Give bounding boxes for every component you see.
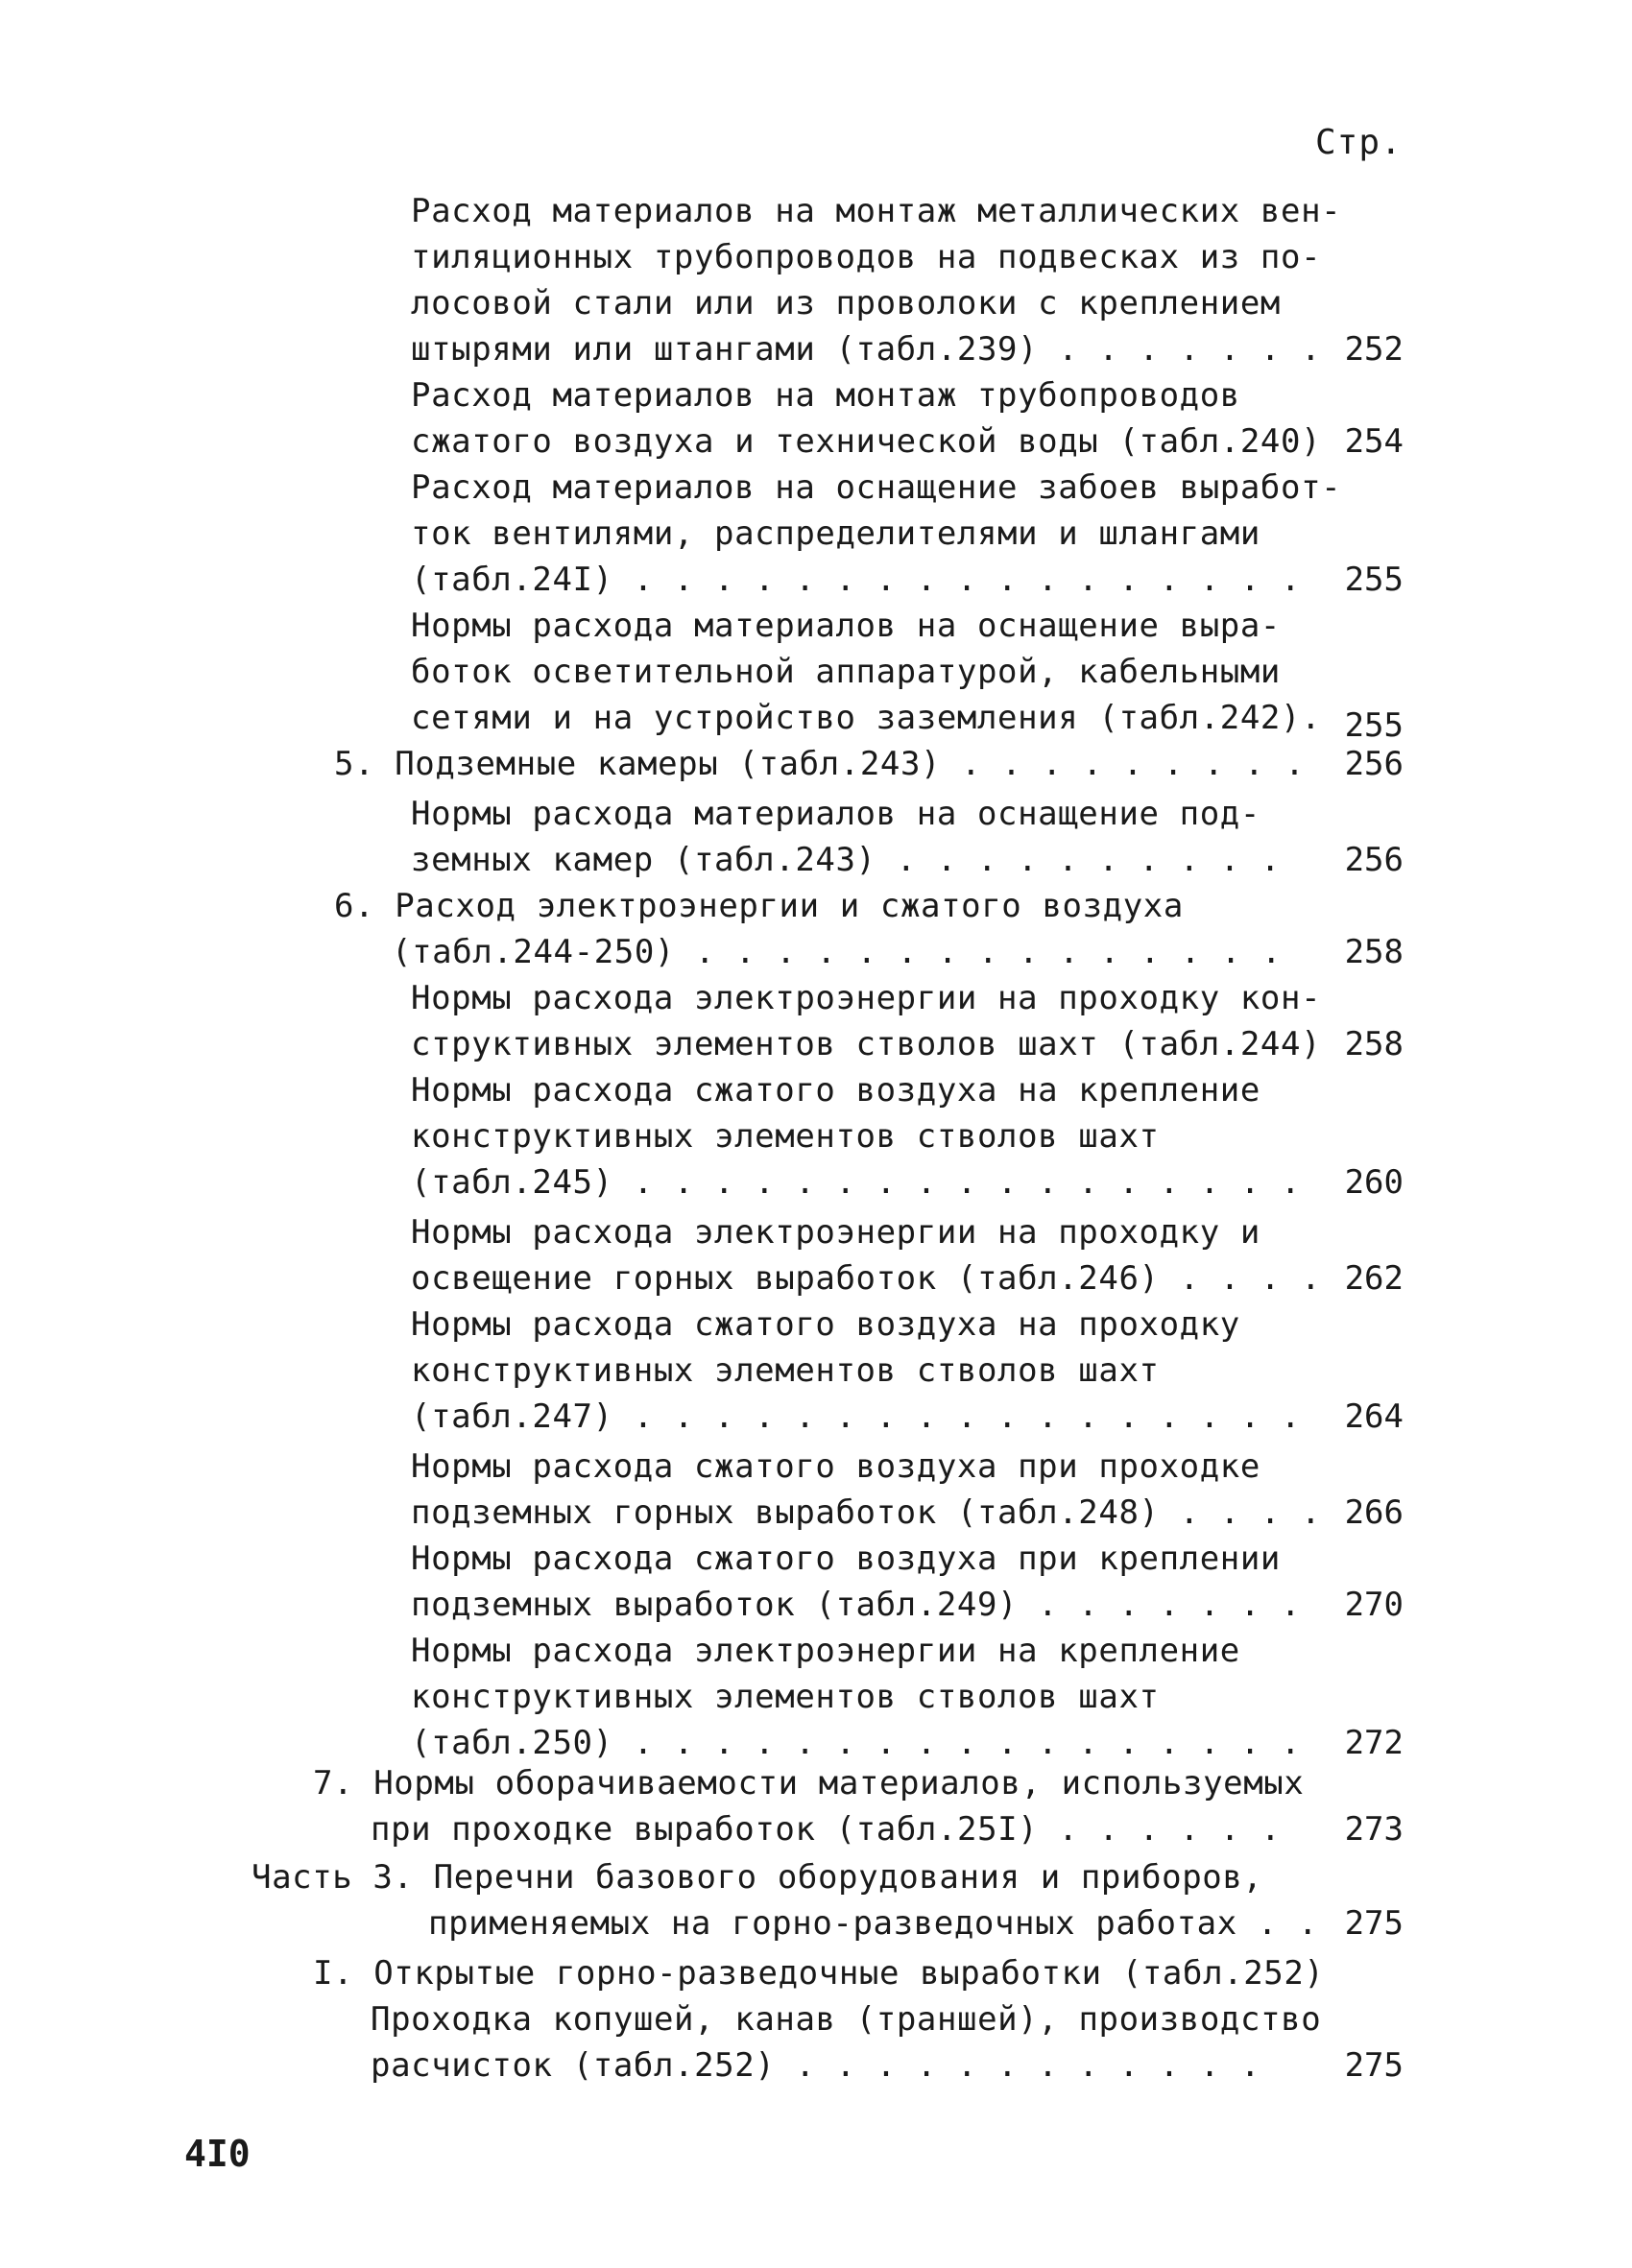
toc-line: сетями и на устройство заземления (табл.242). [411,699,1322,737]
toc-page-number: 264 [1344,1397,1404,1436]
toc-line: (табл.250) . . . . . . . . . . . . . . . . . [411,1724,1302,1762]
toc-line: расчисток (табл.252) . . . . . . . . . . . . [371,2046,1261,2085]
toc-line: освещение горных выработок (табл.246) . . . . [411,1259,1322,1298]
toc-page-number: 273 [1344,1810,1404,1849]
toc-page-number: 266 [1344,1493,1404,1532]
toc-line: Нормы расхода электроэнергии на проходку и [411,1213,1260,1252]
page-column-header: Стр. [1315,123,1403,162]
toc-page-number: 258 [1344,1025,1404,1063]
toc-line: Нормы расхода материалов на оснащение под- [411,795,1260,833]
toc-line: штырями или штангами (табл.239) . . . . . . . [411,330,1322,369]
page-number-footer: 4I0 [184,2133,251,2175]
toc-line: сжатого воздуха и технической воды (табл.240) [411,422,1322,461]
toc-line: Нормы расхода сжатого воздуха при креплении [411,1540,1281,1578]
toc-line: ток вентилями, распределителями и шлангами [411,514,1260,553]
toc-line: (табл.247) . . . . . . . . . . . . . . . . . [411,1397,1302,1436]
toc-section-line: (табл.244-250) . . . . . . . . . . . . . . . [392,933,1283,971]
toc-line: Нормы расхода материалов на оснащение выра- [411,607,1281,645]
toc-line: (табл.24I) . . . . . . . . . . . . . . . . . [411,561,1302,599]
toc-line: конструктивных элементов стволов шахт [411,1678,1160,1716]
toc-line: Проходка копушей, канав (траншей), производство [371,2000,1322,2039]
toc-line: Нормы расхода сжатого воздуха при проходке [411,1447,1260,1486]
toc-line: подземных выработок (табл.249) . . . . . . . [411,1586,1302,1624]
toc-page-number: 262 [1344,1259,1404,1298]
toc-page-number: 275 [1344,1904,1404,1943]
toc-line: (табл.245) . . . . . . . . . . . . . . . . . [411,1163,1302,1202]
toc-line: конструктивных элементов стволов шахт [411,1117,1160,1156]
toc-page-number: 270 [1344,1586,1404,1624]
toc-line: боток осветительной аппаратурой, кабельными [411,653,1281,691]
toc-page-number: 252 [1344,330,1404,369]
toc-page-number: 256 [1344,745,1404,783]
toc-section-line: I. Открытые горно-разведочные выработки (табл.252) [313,1954,1325,1993]
toc-page-number: 275 [1344,2046,1404,2085]
toc-line: Расход материалов на монтаж трубопроводов [411,376,1240,415]
toc-page-number: 256 [1344,841,1404,879]
toc-line: Расход материалов на оснащение забоев выработ- [411,468,1342,507]
toc-page-number: 272 [1344,1724,1404,1762]
toc-line: Нормы расхода электроэнергии на крепление [411,1632,1240,1670]
toc-line: подземных горных выработок (табл.248) . . . . [411,1493,1322,1532]
toc-section-line: при проходке выработок (табл.25I) . . . . . . [371,1810,1282,1849]
toc-section-line: 6. Расход электроэнергии и сжатого воздуха [334,887,1184,925]
toc-page-number: 254 [1344,422,1404,461]
toc-line: конструктивных элементов стволов шахт [411,1351,1160,1390]
toc-line: Нормы расхода сжатого воздуха на крепление [411,1071,1260,1110]
toc-section-line: 7. Нормы оборачиваемости материалов, используемых [313,1764,1305,1802]
toc-line: Нормы расхода электроэнергии на проходку кон- [411,979,1322,1017]
toc-line: структивных элементов стволов шахт (табл.244) [411,1025,1322,1063]
toc-line: Нормы расхода сжатого воздуха на проходку [411,1305,1240,1344]
toc-line: тиляционных трубопроводов на подвесках из по- [411,238,1322,276]
toc-page-number: 258 [1344,933,1404,971]
toc-page-number: 255 [1344,706,1404,745]
toc-line: земных камер (табл.243) . . . . . . . . . . [411,841,1281,879]
toc-page-number: 255 [1344,561,1404,599]
toc-section-line: 5. Подземные камеры (табл.243) . . . . . . . . . [334,745,1306,783]
toc-line: Расход материалов на монтаж металлических вен- [411,192,1342,230]
toc-page-number: 260 [1344,1163,1404,1202]
toc-line: лосовой стали или из проволоки с креплением [411,284,1281,322]
toc-part-line: применяемых на горно-разведочных работах . . [428,1904,1319,1943]
toc-part-line: Часть 3. Перечни базового оборудования и приборов, [252,1858,1263,1897]
